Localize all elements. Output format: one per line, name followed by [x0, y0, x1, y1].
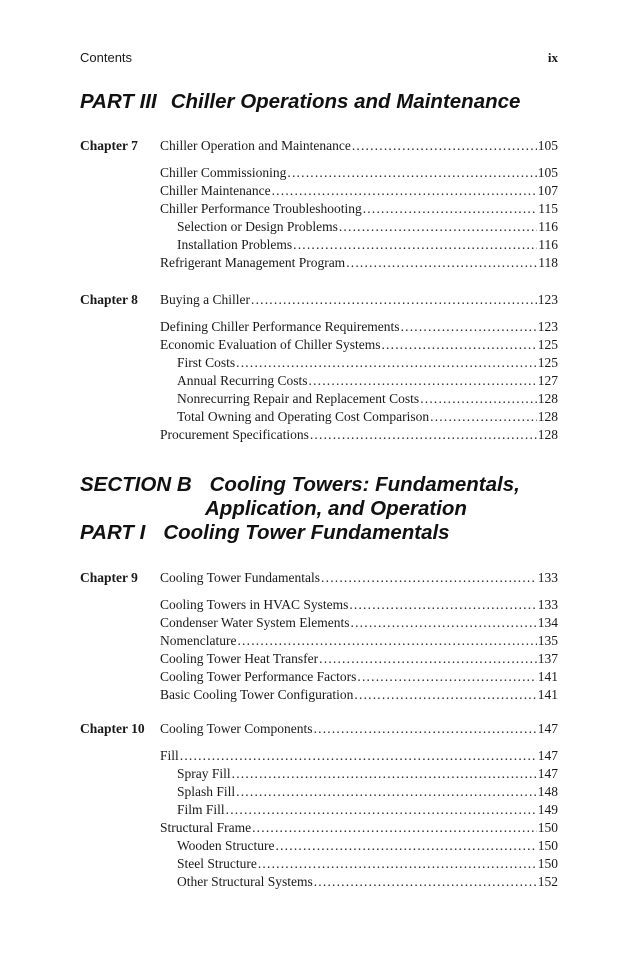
dot-leader — [314, 720, 537, 738]
section-title-line2: Application, and Operation — [205, 497, 467, 520]
section-label: SECTION B — [80, 473, 192, 496]
chapter-row — [80, 137, 558, 155]
toc-entry-link[interactable] — [160, 614, 558, 632]
dot-leader — [346, 254, 537, 272]
part-label: PART III — [80, 90, 157, 113]
part-title: Chiller Operations and Maintenance — [170, 90, 521, 113]
dot-leader — [339, 218, 537, 236]
dot-leader — [352, 137, 537, 155]
entry-page: 147 — [537, 748, 558, 763]
dot-leader — [180, 747, 537, 765]
entry-title: Defining Chiller Performance Requirements — [160, 319, 400, 334]
toc-row — [80, 354, 558, 372]
toc-entry-link[interactable] — [177, 236, 558, 254]
toc-entry-link[interactable] — [160, 596, 558, 614]
dot-leader — [363, 200, 538, 218]
dot-leader — [236, 783, 537, 801]
entry-title: Total Owning and Operating Cost Comparison — [177, 409, 430, 424]
entry-title: Wooden Structure — [177, 838, 275, 853]
dot-leader — [226, 801, 537, 819]
chapter-label: Chapter 9 — [80, 570, 138, 585]
dot-leader — [349, 596, 536, 614]
toc-entry-link[interactable] — [160, 632, 558, 650]
toc-row — [80, 336, 558, 354]
toc-row — [80, 426, 558, 444]
entry-title: Splash Fill — [177, 784, 236, 799]
entry-page: 128 — [537, 409, 558, 424]
running-head-title: Contents — [80, 50, 133, 65]
entry-title: Cooling Towers in HVAC Systems — [160, 597, 349, 612]
dot-leader — [420, 390, 537, 408]
dot-leader — [258, 855, 537, 873]
entry-title: Nonrecurring Repair and Replacement Costs — [177, 391, 420, 406]
toc-row — [80, 236, 558, 254]
toc-row — [80, 801, 558, 819]
entry-page: 115 — [538, 201, 558, 216]
dot-leader — [351, 614, 537, 632]
toc-row — [80, 855, 558, 873]
entry-page: 135 — [537, 633, 558, 648]
toc-row — [80, 372, 558, 390]
dot-leader — [430, 408, 537, 426]
chapter-row — [80, 569, 558, 587]
dot-leader — [310, 426, 537, 444]
entry-page: 125 — [537, 337, 558, 352]
toc-row — [80, 837, 558, 855]
toc-entry-link[interactable] — [160, 254, 558, 272]
dot-leader — [287, 164, 536, 182]
dot-leader — [309, 372, 537, 390]
section-heading — [80, 473, 520, 497]
entry-page: 141 — [537, 669, 558, 684]
entry-page: 116 — [538, 219, 558, 234]
entry-page: 133 — [537, 597, 558, 612]
entry-title: Cooling Tower Fundamentals — [160, 570, 321, 585]
dot-leader — [293, 236, 537, 254]
entry-page: 147 — [537, 766, 558, 781]
toc-entry-link[interactable] — [160, 668, 558, 686]
part-heading — [80, 521, 450, 545]
dot-leader — [236, 354, 537, 372]
dot-leader — [401, 318, 537, 336]
toc-row — [80, 218, 558, 236]
entry-title: Chiller Operation and Maintenance — [160, 138, 351, 153]
toc-row — [80, 614, 558, 632]
toc-entry-link[interactable] — [160, 200, 558, 218]
part-heading — [80, 90, 520, 114]
entry-title: Nomenclature — [160, 633, 237, 648]
toc-entry-link[interactable] — [177, 354, 558, 372]
toc-row — [80, 182, 558, 200]
toc-row — [80, 873, 558, 891]
entry-title: Cooling Tower Components — [160, 721, 313, 736]
toc-entry-link[interactable] — [160, 426, 558, 444]
entry-title: Refrigerant Management Program — [160, 255, 346, 270]
entry-page: 125 — [537, 355, 558, 370]
chapter-label: Chapter 8 — [80, 292, 138, 307]
entry-title: First Costs — [177, 355, 236, 370]
entry-page: 149 — [537, 802, 558, 817]
toc-entry-link[interactable] — [160, 164, 558, 182]
chapter-label: Chapter 10 — [80, 721, 145, 736]
running-head — [80, 50, 558, 66]
entry-title: Condenser Water System Elements — [160, 615, 350, 630]
toc-entry-link[interactable] — [160, 182, 558, 200]
toc-row — [80, 408, 558, 426]
entry-title: Chiller Commissioning — [160, 165, 287, 180]
toc-entry-link[interactable] — [160, 137, 558, 155]
dot-leader — [319, 650, 537, 668]
toc-entry-link[interactable] — [177, 837, 558, 855]
toc-row — [80, 200, 558, 218]
toc-entry-link[interactable] — [177, 390, 558, 408]
dot-leader — [357, 668, 536, 686]
toc-row — [80, 596, 558, 614]
toc-entry-link[interactable] — [177, 408, 558, 426]
chapter-label: Chapter 7 — [80, 138, 138, 153]
toc-row — [80, 632, 558, 650]
entry-title: Installation Problems — [177, 237, 293, 252]
entry-page: 128 — [537, 391, 558, 406]
entry-page: 123 — [537, 292, 558, 307]
entry-page: 123 — [537, 319, 558, 334]
dot-leader — [237, 632, 536, 650]
entry-title: Procurement Specifications — [160, 427, 309, 442]
entry-title: Cooling Tower Heat Transfer — [160, 651, 319, 666]
entry-page: 148 — [537, 784, 558, 799]
toc-row — [80, 254, 558, 272]
dot-leader — [252, 819, 537, 837]
entry-page: 147 — [537, 721, 558, 736]
toc-entry-link[interactable] — [160, 720, 558, 738]
entry-title: Structural Frame — [160, 820, 252, 835]
toc-entry-link[interactable] — [160, 819, 558, 837]
entry-title: Chiller Maintenance — [160, 183, 271, 198]
toc-entry-link[interactable] — [160, 747, 558, 765]
dot-leader — [381, 336, 536, 354]
toc-entry-link[interactable] — [177, 801, 558, 819]
toc-row — [80, 765, 558, 783]
dot-leader — [314, 873, 537, 891]
part-label: PART I — [80, 521, 146, 544]
toc-entry-link[interactable] — [160, 291, 558, 309]
toc-entry-link[interactable] — [177, 873, 558, 891]
entry-page: 133 — [537, 570, 558, 585]
chapter-row — [80, 291, 558, 309]
dot-leader — [272, 182, 537, 200]
toc-row — [80, 650, 558, 668]
chapter-row — [80, 720, 558, 738]
entry-page: 128 — [537, 427, 558, 442]
part-title: Cooling Tower Fundamentals — [163, 521, 450, 544]
entry-page: 127 — [537, 373, 558, 388]
toc-entry-link[interactable] — [160, 318, 558, 336]
entry-page: 150 — [537, 820, 558, 835]
entry-title: Film Fill — [177, 802, 225, 817]
section-title-line1: Cooling Towers: Fundamentals, — [209, 473, 520, 496]
toc-row — [80, 668, 558, 686]
toc-entry-link[interactable] — [160, 686, 558, 704]
entry-page: 105 — [537, 165, 558, 180]
entry-page: 141 — [537, 687, 558, 702]
toc-entry-link[interactable] — [160, 336, 558, 354]
entry-page: 150 — [537, 856, 558, 871]
dot-leader — [321, 569, 537, 587]
toc-row — [80, 747, 558, 765]
section-heading-continued — [205, 497, 467, 521]
dot-leader — [354, 686, 536, 704]
entry-title: Buying a Chiller — [160, 292, 250, 307]
entry-title: Spray Fill — [177, 766, 231, 781]
toc-entry-link[interactable] — [160, 650, 558, 668]
entry-page: 105 — [537, 138, 558, 153]
entry-title: Other Structural Systems — [177, 874, 313, 889]
entry-title: Annual Recurring Costs — [177, 373, 308, 388]
page-number: ix — [547, 50, 558, 65]
entry-title: Fill — [160, 748, 179, 763]
toc-row — [80, 686, 558, 704]
entry-page: 137 — [537, 651, 558, 666]
toc-row — [80, 783, 558, 801]
entry-title: Basic Cooling Tower Configuration — [160, 687, 354, 702]
entry-page: 150 — [537, 838, 558, 853]
entry-page: 118 — [538, 255, 558, 270]
entry-page: 134 — [537, 615, 558, 630]
toc-row — [80, 390, 558, 408]
toc-row — [80, 164, 558, 182]
entry-page: 152 — [537, 874, 558, 889]
entry-title: Economic Evaluation of Chiller Systems — [160, 337, 381, 352]
dot-leader — [276, 837, 537, 855]
toc-entry-link[interactable] — [177, 218, 558, 236]
dot-leader — [232, 765, 537, 783]
toc-entry-link[interactable] — [160, 569, 558, 587]
entry-title: Cooling Tower Performance Factors — [160, 669, 357, 684]
toc-row — [80, 819, 558, 837]
entry-title: Chiller Performance Troubleshooting — [160, 201, 362, 216]
toc-entry-link[interactable] — [177, 372, 558, 390]
entry-page: 116 — [538, 237, 558, 252]
toc-entry-link[interactable] — [177, 765, 558, 783]
dot-leader — [251, 291, 537, 309]
entry-title: Steel Structure — [177, 856, 257, 871]
toc-entry-link[interactable] — [177, 783, 558, 801]
toc-entry-link[interactable] — [177, 855, 558, 873]
entry-title: Selection or Design Problems — [177, 219, 338, 234]
entry-page: 107 — [537, 183, 558, 198]
toc-row — [80, 318, 558, 336]
